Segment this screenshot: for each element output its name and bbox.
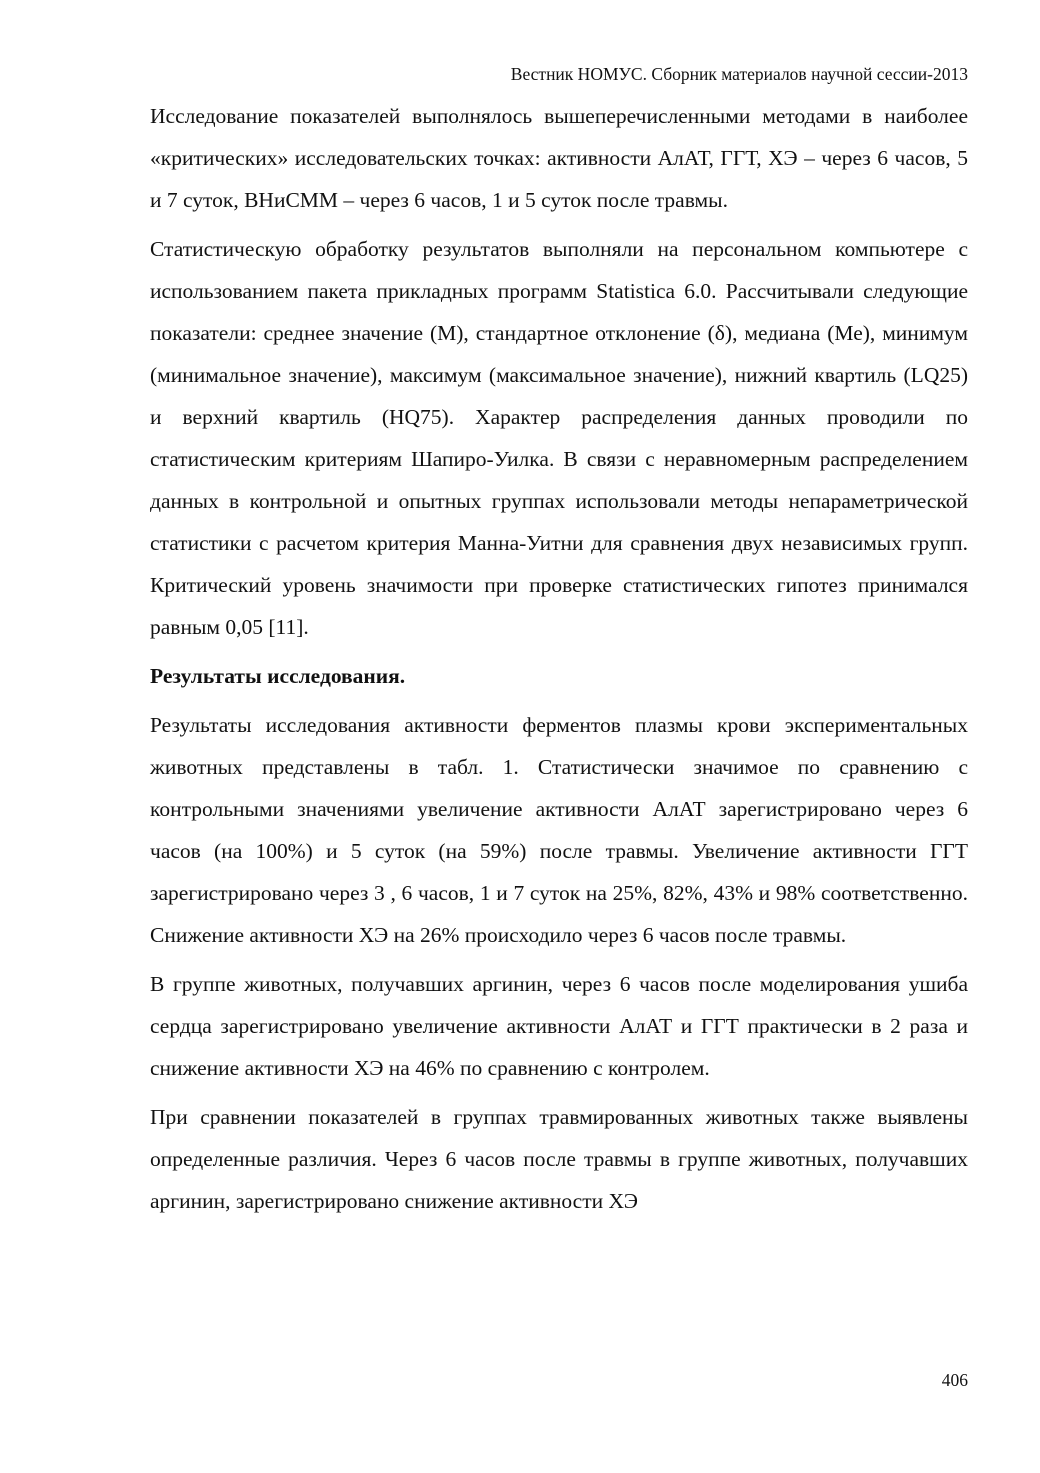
paragraph-results-comparison: При сравнении показателей в группах травмированных животных также выявлены определенные различия. Через 6 часов после травмы в группе животных, получавших аргинин, зарегистрировано снижение активности ХЭ — [150, 1105, 968, 1213]
section-heading-results: Результаты исследования. — [150, 664, 406, 688]
paragraph-methods-points: Исследование показателей выполнялось вышеперечисленными методами в наиболее «критических» исследовательских точках: активности АлАТ, ГГТ, ХЭ – через 6 часов, 5 и 7 суток, ВНиСММ – через 6 часов, 1 и 5 суток после травмы. — [150, 104, 968, 212]
paragraph-results-enzymes: Результаты исследования активности ферментов плазмы крови экспериментальных животных представлены в табл. 1. Статистически значимое по сравнению с контрольными значениями увеличение активности АлАТ зарегистрировано через 6 часов (на 100%) и 5 суток (на 59%) после травмы. Увеличение активности ГГТ зарегистрировано через 3 , 6 часов, 1 и 7 суток на 25%, 82%, 43% и 98% соответственно. Снижение активности ХЭ на 26% происходило через 6 часов после травмы. — [150, 713, 968, 947]
running-header: Вестник НОМУС. Сборник материалов научной сессии-2013 — [510, 64, 968, 84]
paragraph-statistics: Статистическую обработку результатов выполняли на персональном компьютере с использованием пакета прикладных программ Statistica 6.0. Рассчитывали следующие показатели: среднее значение (М), стандартное отклонение (δ), медиана (Ме), минимум (минимальное значение), максимум (максимальное значение), нижний квартиль (LQ25) и верхний квартиль (HQ75). Характер распределения данных проводили по статистическим критериям Шапиро-Уилка. В связи с неравномерным распределением данных в контрольной и опытных группах использовали методы непараметрической статистики с расчетом критерия Манна-Уитни для сравнения двух независимых групп. Критический уровень значимости при проверке статистических гипотез принимался равным 0,05 [11]. — [150, 237, 968, 639]
page-number: 406 — [941, 1370, 968, 1390]
page-body — [150, 95, 968, 1229]
paragraph-results-arginine: В группе животных, получавших аргинин, через 6 часов после моделирования ушиба сердца зарегистрировано увеличение активности АлАТ и ГГТ практически в 2 раза и снижение активности ХЭ на 46% по сравнению с контролем. — [150, 972, 968, 1080]
